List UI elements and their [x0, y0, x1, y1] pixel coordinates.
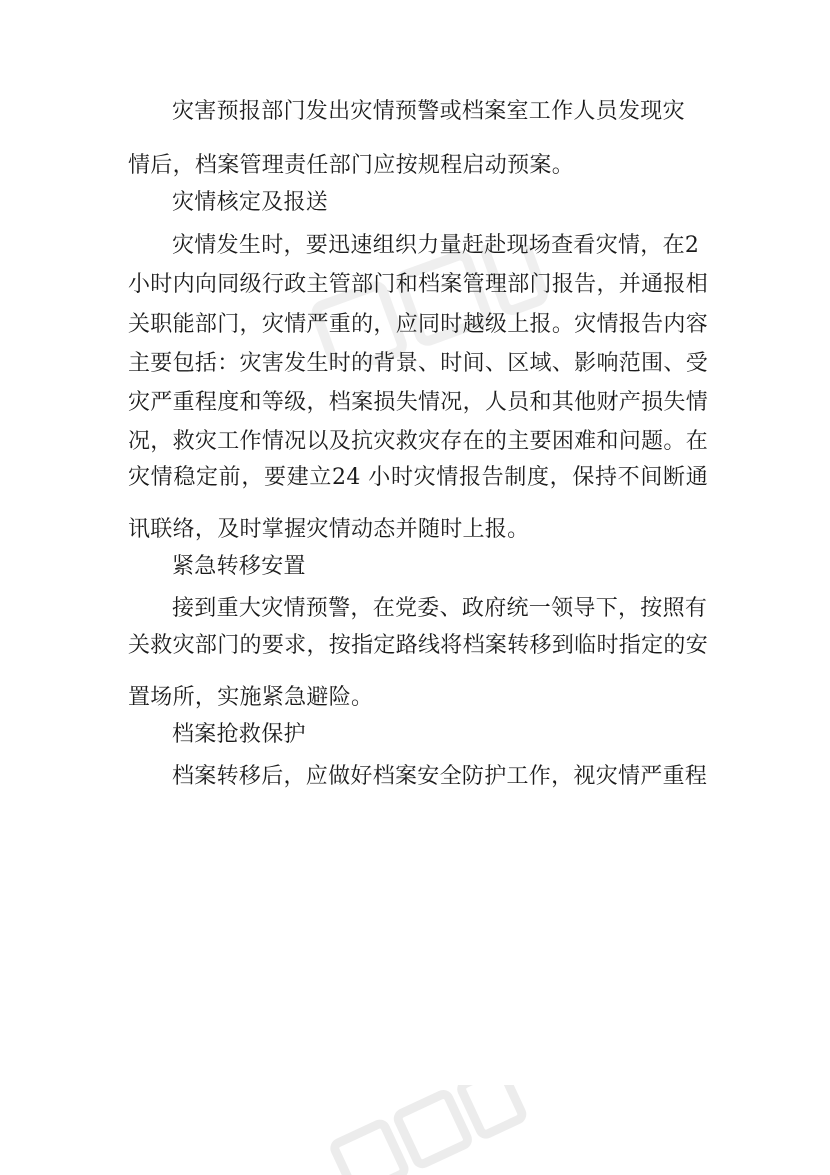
paragraph-line: 小时内向同级行政主管部门和档案管理部门报告，并通报相: [128, 272, 708, 297]
watermark-logo: [300, 245, 550, 365]
paragraph-line: 关职能部门，灾情严重的，应同时越级上报。灾情报告内容: [128, 312, 708, 337]
paragraph-line: 讯联络，及时掌握灾情动态并随时上报。: [128, 517, 530, 542]
paragraph-line: 关救灾部门的要求，按指定路线将档案转移到临时指定的安: [128, 633, 708, 658]
paragraph-line: 接到重大灾情预警，在党委、政府统一领导下，按照有: [172, 596, 708, 621]
section-heading: 档案抢救保护: [172, 722, 306, 747]
paragraph-line: 置场所，实施紧急避险。: [128, 685, 374, 710]
paragraph-line: 灾情稳定前，要建立24 小时灾情报告制度，保持不间断通: [128, 465, 708, 490]
paragraph-line: 灾严重程度和等级，档案损失情况，人员和其他财产损失情: [128, 390, 708, 415]
paragraph-line: 况，救灾工作情况以及抗灾救灾存在的主要困难和问题。在: [128, 429, 708, 454]
watermark-logo-bottom: [320, 1085, 530, 1175]
section-heading: 灾情核定及报送: [172, 190, 329, 215]
section-heading: 紧急转移安置: [172, 554, 306, 579]
paragraph-line: 档案转移后，应做好档案安全防护工作，视灾情严重程: [172, 764, 708, 789]
paragraph-line: 灾情发生时，要迅速组织力量赶赴现场查看灾情，在2: [172, 233, 700, 258]
paragraph-line: 情后，档案管理责任部门应按规程启动预案。: [128, 153, 575, 178]
paragraph-line: 主要包括：灾害发生时的背景、时间、区域、影响范围、受: [128, 351, 708, 376]
paragraph-line: 灾害预报部门发出灾情预警或档案室工作人员发现灾: [172, 99, 685, 124]
